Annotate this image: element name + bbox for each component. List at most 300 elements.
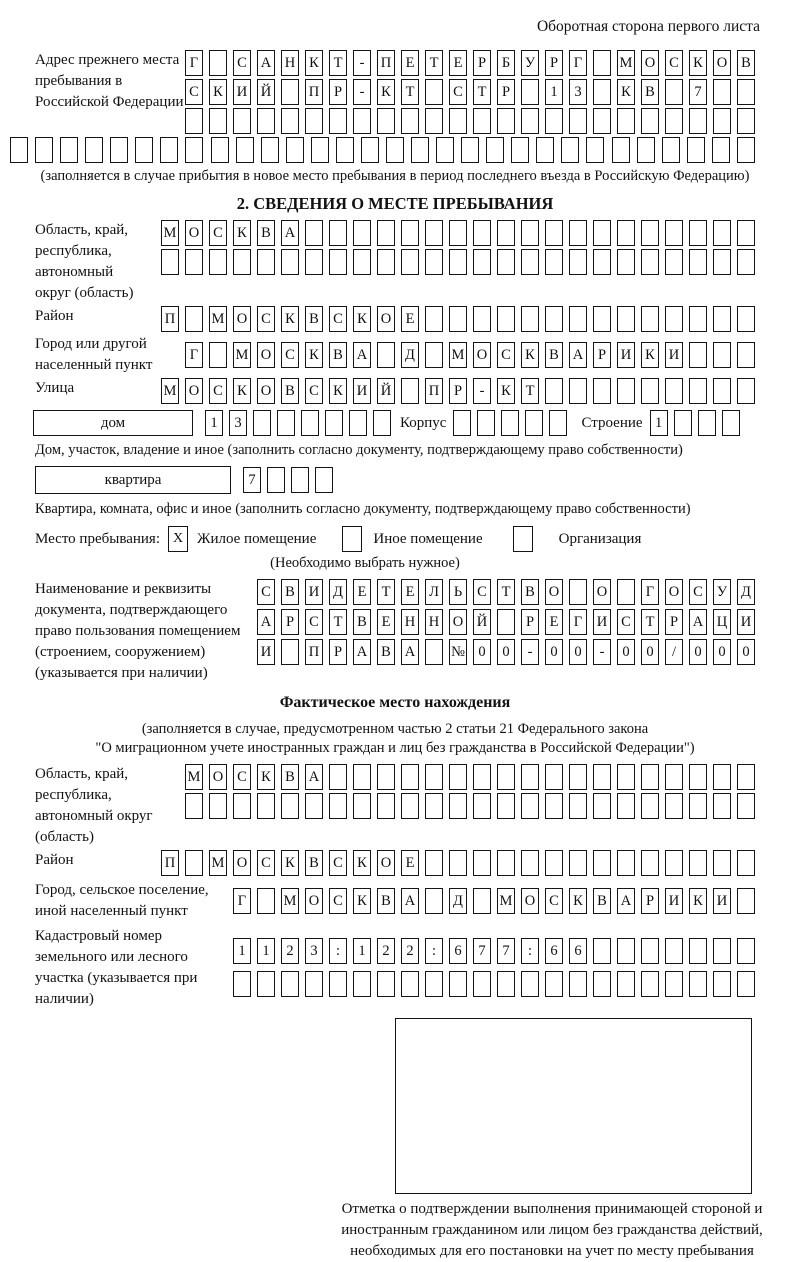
char-cell[interactable]: М — [497, 888, 515, 914]
char-cell[interactable] — [473, 793, 491, 819]
char-cell[interactable]: В — [353, 609, 371, 635]
char-cell[interactable] — [689, 938, 707, 964]
char-cell[interactable] — [713, 938, 731, 964]
char-cell[interactable] — [713, 108, 731, 134]
char-cell[interactable] — [617, 378, 635, 404]
char-cell[interactable]: Т — [329, 50, 347, 76]
char-cell[interactable]: - — [353, 50, 371, 76]
char-cell[interactable] — [185, 108, 203, 134]
char-cell[interactable] — [593, 50, 611, 76]
char-cell[interactable] — [641, 850, 659, 876]
char-cell[interactable] — [593, 850, 611, 876]
char-cell[interactable]: К — [305, 50, 323, 76]
char-cell[interactable] — [545, 306, 563, 332]
char-cell[interactable] — [473, 971, 491, 997]
char-cell[interactable] — [281, 108, 299, 134]
char-cell[interactable]: 7 — [243, 467, 261, 493]
char-cell[interactable]: О — [257, 378, 275, 404]
char-cell[interactable] — [477, 410, 495, 436]
char-cell[interactable]: И — [257, 639, 275, 665]
char-cell[interactable] — [713, 79, 731, 105]
char-cell[interactable]: М — [185, 764, 203, 790]
char-cell[interactable] — [549, 410, 567, 436]
char-cell[interactable] — [425, 888, 443, 914]
char-cell[interactable]: Й — [377, 378, 395, 404]
char-cell[interactable] — [161, 249, 179, 275]
char-cell[interactable]: 2 — [401, 938, 419, 964]
char-cell[interactable] — [737, 249, 755, 275]
char-cell[interactable] — [449, 850, 467, 876]
char-cell[interactable]: В — [305, 306, 323, 332]
char-cell[interactable] — [665, 938, 683, 964]
char-cell[interactable]: 0 — [737, 639, 755, 665]
char-cell[interactable] — [687, 137, 705, 163]
char-cell[interactable] — [689, 108, 707, 134]
char-cell[interactable]: А — [569, 342, 587, 368]
char-cell[interactable]: - — [473, 378, 491, 404]
char-cell[interactable] — [617, 249, 635, 275]
char-cell[interactable] — [425, 850, 443, 876]
char-cell[interactable] — [641, 938, 659, 964]
char-cell[interactable]: Т — [401, 79, 419, 105]
char-cell[interactable]: 6 — [569, 938, 587, 964]
char-cell[interactable] — [257, 971, 275, 997]
char-cell[interactable] — [461, 137, 479, 163]
char-cell[interactable] — [641, 108, 659, 134]
char-cell[interactable] — [713, 850, 731, 876]
char-cell[interactable] — [281, 79, 299, 105]
char-cell[interactable]: Н — [281, 50, 299, 76]
char-cell[interactable]: Г — [185, 50, 203, 76]
char-cell[interactable] — [689, 764, 707, 790]
char-cell[interactable]: В — [593, 888, 611, 914]
char-cell[interactable]: К — [209, 79, 227, 105]
char-cell[interactable]: И — [737, 609, 755, 635]
char-cell[interactable] — [329, 793, 347, 819]
char-cell[interactable]: М — [281, 888, 299, 914]
char-cell[interactable] — [689, 793, 707, 819]
char-cell[interactable] — [617, 579, 635, 605]
char-cell[interactable] — [301, 410, 319, 436]
char-cell[interactable]: 7 — [689, 79, 707, 105]
char-cell[interactable] — [593, 79, 611, 105]
char-cell[interactable] — [521, 850, 539, 876]
char-cell[interactable]: К — [281, 306, 299, 332]
char-cell[interactable]: 0 — [713, 639, 731, 665]
char-cell[interactable]: 2 — [377, 938, 395, 964]
char-cell[interactable] — [665, 850, 683, 876]
char-cell[interactable] — [737, 220, 755, 246]
char-cell[interactable]: 1 — [353, 938, 371, 964]
char-cell[interactable]: К — [353, 850, 371, 876]
char-cell[interactable] — [617, 793, 635, 819]
char-cell[interactable]: В — [641, 79, 659, 105]
char-cell[interactable]: С — [233, 50, 251, 76]
char-cell[interactable]: И — [617, 342, 635, 368]
char-cell[interactable]: Д — [329, 579, 347, 605]
char-cell[interactable] — [545, 850, 563, 876]
char-cell[interactable] — [593, 220, 611, 246]
char-cell[interactable]: В — [377, 639, 395, 665]
char-cell[interactable] — [449, 971, 467, 997]
char-cell[interactable] — [737, 971, 755, 997]
char-cell[interactable]: С — [257, 850, 275, 876]
char-cell[interactable]: Е — [377, 609, 395, 635]
char-cell[interactable] — [425, 306, 443, 332]
char-cell[interactable]: В — [521, 579, 539, 605]
char-cell[interactable]: С — [185, 79, 203, 105]
char-cell[interactable]: В — [257, 220, 275, 246]
char-cell[interactable]: П — [161, 850, 179, 876]
char-cell[interactable]: Г — [185, 342, 203, 368]
char-cell[interactable] — [593, 249, 611, 275]
char-cell[interactable] — [662, 137, 680, 163]
char-cell[interactable]: : — [329, 938, 347, 964]
char-cell[interactable]: О — [185, 220, 203, 246]
char-cell[interactable] — [277, 410, 295, 436]
char-cell[interactable]: О — [713, 50, 731, 76]
char-cell[interactable]: Д — [401, 342, 419, 368]
char-cell[interactable] — [401, 108, 419, 134]
char-cell[interactable]: А — [257, 50, 275, 76]
char-cell[interactable] — [209, 249, 227, 275]
char-cell[interactable] — [689, 249, 707, 275]
char-cell[interactable] — [641, 971, 659, 997]
char-cell[interactable] — [737, 850, 755, 876]
char-cell[interactable] — [377, 108, 395, 134]
char-cell[interactable]: 1 — [545, 79, 563, 105]
char-cell[interactable]: В — [281, 579, 299, 605]
char-cell[interactable]: В — [305, 850, 323, 876]
char-cell[interactable]: 0 — [473, 639, 491, 665]
char-cell[interactable]: 1 — [257, 938, 275, 964]
char-cell[interactable]: Т — [497, 579, 515, 605]
char-cell[interactable]: 0 — [569, 639, 587, 665]
char-cell[interactable]: А — [353, 342, 371, 368]
char-cell[interactable] — [425, 639, 443, 665]
char-cell[interactable] — [377, 971, 395, 997]
char-cell[interactable]: К — [353, 306, 371, 332]
char-cell[interactable] — [449, 793, 467, 819]
char-cell[interactable]: С — [545, 888, 563, 914]
char-cell[interactable]: Р — [473, 50, 491, 76]
char-cell[interactable]: Л — [425, 579, 443, 605]
char-cell[interactable]: Р — [545, 50, 563, 76]
char-cell[interactable]: С — [329, 888, 347, 914]
char-cell[interactable] — [737, 79, 755, 105]
char-cell[interactable]: К — [617, 79, 635, 105]
char-cell[interactable]: В — [329, 342, 347, 368]
char-cell[interactable] — [233, 793, 251, 819]
char-cell[interactable]: К — [569, 888, 587, 914]
char-cell[interactable] — [617, 764, 635, 790]
char-cell[interactable]: 6 — [545, 938, 563, 964]
char-cell[interactable]: А — [401, 888, 419, 914]
char-cell[interactable] — [497, 108, 515, 134]
char-cell[interactable] — [353, 764, 371, 790]
char-cell[interactable] — [665, 793, 683, 819]
char-cell[interactable]: Г — [569, 50, 587, 76]
char-cell[interactable] — [411, 137, 429, 163]
char-cell[interactable]: С — [281, 342, 299, 368]
char-cell[interactable] — [135, 137, 153, 163]
char-cell[interactable] — [185, 306, 203, 332]
char-cell[interactable]: 0 — [497, 639, 515, 665]
char-cell[interactable]: - — [353, 79, 371, 105]
char-cell[interactable] — [612, 137, 630, 163]
char-cell[interactable]: 1 — [233, 938, 251, 964]
char-cell[interactable] — [521, 108, 539, 134]
apartment-type-box[interactable]: квартира — [35, 466, 231, 494]
char-cell[interactable]: М — [209, 850, 227, 876]
char-cell[interactable]: Е — [353, 579, 371, 605]
char-cell[interactable] — [641, 764, 659, 790]
char-cell[interactable] — [10, 137, 28, 163]
char-cell[interactable]: П — [305, 79, 323, 105]
char-cell[interactable]: С — [329, 306, 347, 332]
char-cell[interactable] — [593, 764, 611, 790]
char-cell[interactable] — [637, 137, 655, 163]
char-cell[interactable]: С — [617, 609, 635, 635]
char-cell[interactable]: С — [257, 306, 275, 332]
char-cell[interactable]: В — [377, 888, 395, 914]
char-cell[interactable] — [665, 79, 683, 105]
char-cell[interactable] — [698, 410, 716, 436]
char-cell[interactable] — [473, 764, 491, 790]
char-cell[interactable] — [353, 108, 371, 134]
char-cell[interactable] — [545, 108, 563, 134]
char-cell[interactable]: 1 — [205, 410, 223, 436]
char-cell[interactable]: М — [161, 378, 179, 404]
char-cell[interactable] — [336, 137, 354, 163]
char-cell[interactable] — [569, 306, 587, 332]
char-cell[interactable]: И — [665, 342, 683, 368]
char-cell[interactable]: 7 — [473, 938, 491, 964]
char-cell[interactable]: А — [353, 639, 371, 665]
char-cell[interactable] — [329, 971, 347, 997]
char-cell[interactable] — [425, 249, 443, 275]
char-cell[interactable] — [185, 793, 203, 819]
char-cell[interactable] — [353, 793, 371, 819]
char-cell[interactable]: К — [305, 342, 323, 368]
char-cell[interactable] — [569, 378, 587, 404]
char-cell[interactable] — [521, 220, 539, 246]
char-cell[interactable] — [617, 306, 635, 332]
house-type-box[interactable]: дом — [33, 410, 193, 436]
char-cell[interactable]: А — [401, 639, 419, 665]
char-cell[interactable]: С — [473, 579, 491, 605]
char-cell[interactable] — [211, 137, 229, 163]
char-cell[interactable] — [665, 971, 683, 997]
char-cell[interactable] — [425, 971, 443, 997]
char-cell[interactable]: К — [281, 850, 299, 876]
char-cell[interactable] — [689, 971, 707, 997]
char-cell[interactable] — [593, 378, 611, 404]
char-cell[interactable]: : — [425, 938, 443, 964]
char-cell[interactable] — [712, 137, 730, 163]
char-cell[interactable] — [713, 971, 731, 997]
char-cell[interactable] — [377, 249, 395, 275]
char-cell[interactable] — [586, 137, 604, 163]
char-cell[interactable]: А — [689, 609, 707, 635]
char-cell[interactable]: О — [521, 888, 539, 914]
char-cell[interactable] — [449, 249, 467, 275]
char-cell[interactable] — [305, 249, 323, 275]
char-cell[interactable]: Т — [425, 50, 443, 76]
char-cell[interactable] — [497, 971, 515, 997]
char-cell[interactable] — [497, 609, 515, 635]
char-cell[interactable] — [737, 342, 755, 368]
char-cell[interactable]: П — [161, 306, 179, 332]
char-cell[interactable]: С — [449, 79, 467, 105]
char-cell[interactable] — [329, 249, 347, 275]
char-cell[interactable] — [257, 888, 275, 914]
char-cell[interactable] — [425, 764, 443, 790]
char-cell[interactable] — [401, 220, 419, 246]
char-cell[interactable]: О — [449, 609, 467, 635]
char-cell[interactable] — [737, 137, 755, 163]
char-cell[interactable] — [305, 108, 323, 134]
char-cell[interactable]: 0 — [641, 639, 659, 665]
char-cell[interactable] — [453, 410, 471, 436]
char-cell[interactable] — [425, 793, 443, 819]
char-cell[interactable]: О — [377, 850, 395, 876]
char-cell[interactable] — [665, 220, 683, 246]
char-cell[interactable] — [545, 764, 563, 790]
char-cell[interactable]: Й — [257, 79, 275, 105]
char-cell[interactable]: О — [377, 306, 395, 332]
char-cell[interactable] — [545, 249, 563, 275]
char-cell[interactable]: И — [353, 378, 371, 404]
char-cell[interactable] — [737, 306, 755, 332]
char-cell[interactable]: К — [353, 888, 371, 914]
char-cell[interactable] — [593, 938, 611, 964]
char-cell[interactable] — [377, 764, 395, 790]
char-cell[interactable] — [569, 249, 587, 275]
char-cell[interactable]: О — [209, 764, 227, 790]
char-cell[interactable] — [377, 793, 395, 819]
char-cell[interactable] — [209, 793, 227, 819]
char-cell[interactable] — [361, 137, 379, 163]
char-cell[interactable] — [281, 249, 299, 275]
char-cell[interactable] — [473, 108, 491, 134]
char-cell[interactable] — [291, 467, 309, 493]
char-cell[interactable]: В — [545, 342, 563, 368]
char-cell[interactable]: С — [233, 764, 251, 790]
char-cell[interactable] — [569, 220, 587, 246]
char-cell[interactable] — [521, 793, 539, 819]
char-cell[interactable] — [525, 410, 543, 436]
char-cell[interactable] — [257, 793, 275, 819]
char-cell[interactable] — [349, 410, 367, 436]
char-cell[interactable] — [401, 764, 419, 790]
char-cell[interactable] — [617, 938, 635, 964]
char-cell[interactable]: П — [305, 639, 323, 665]
char-cell[interactable]: Р — [593, 342, 611, 368]
char-cell[interactable] — [233, 971, 251, 997]
char-cell[interactable] — [545, 971, 563, 997]
char-cell[interactable] — [689, 378, 707, 404]
char-cell[interactable] — [329, 220, 347, 246]
char-cell[interactable] — [377, 342, 395, 368]
char-cell[interactable]: О — [545, 579, 563, 605]
char-cell[interactable] — [233, 249, 251, 275]
char-cell[interactable] — [209, 50, 227, 76]
char-cell[interactable] — [641, 306, 659, 332]
char-cell[interactable] — [110, 137, 128, 163]
char-cell[interactable] — [497, 850, 515, 876]
char-cell[interactable] — [569, 108, 587, 134]
char-cell[interactable]: Р — [641, 888, 659, 914]
char-cell[interactable] — [665, 378, 683, 404]
char-cell[interactable] — [311, 137, 329, 163]
char-cell[interactable] — [449, 306, 467, 332]
char-cell[interactable] — [497, 306, 515, 332]
char-cell[interactable]: Р — [449, 378, 467, 404]
char-cell[interactable] — [737, 888, 755, 914]
char-cell[interactable]: Т — [473, 79, 491, 105]
char-cell[interactable]: 7 — [497, 938, 515, 964]
char-cell[interactable]: Е — [401, 50, 419, 76]
char-cell[interactable] — [353, 971, 371, 997]
char-cell[interactable] — [315, 467, 333, 493]
char-cell[interactable] — [689, 220, 707, 246]
char-cell[interactable] — [689, 342, 707, 368]
char-cell[interactable] — [737, 378, 755, 404]
char-cell[interactable] — [569, 764, 587, 790]
char-cell[interactable] — [425, 342, 443, 368]
char-cell[interactable] — [60, 137, 78, 163]
char-cell[interactable]: Д — [449, 888, 467, 914]
char-cell[interactable]: Б — [497, 50, 515, 76]
char-cell[interactable] — [713, 249, 731, 275]
char-cell[interactable] — [185, 137, 203, 163]
char-cell[interactable] — [473, 249, 491, 275]
char-cell[interactable] — [665, 249, 683, 275]
char-cell[interactable]: П — [377, 50, 395, 76]
char-cell[interactable] — [325, 410, 343, 436]
char-cell[interactable]: И — [713, 888, 731, 914]
char-cell[interactable]: К — [521, 342, 539, 368]
char-cell[interactable]: Ц — [713, 609, 731, 635]
char-cell[interactable]: Е — [401, 306, 419, 332]
char-cell[interactable]: С — [665, 50, 683, 76]
char-cell[interactable] — [561, 137, 579, 163]
char-cell[interactable]: И — [305, 579, 323, 605]
char-cell[interactable]: О — [257, 342, 275, 368]
char-cell[interactable] — [257, 249, 275, 275]
char-cell[interactable] — [593, 306, 611, 332]
char-cell[interactable]: Д — [737, 579, 755, 605]
char-cell[interactable] — [486, 137, 504, 163]
char-cell[interactable] — [281, 793, 299, 819]
char-cell[interactable]: Р — [665, 609, 683, 635]
char-cell[interactable] — [617, 850, 635, 876]
char-cell[interactable] — [305, 971, 323, 997]
char-cell[interactable] — [401, 971, 419, 997]
char-cell[interactable] — [236, 137, 254, 163]
char-cell[interactable] — [641, 378, 659, 404]
char-cell[interactable]: Р — [497, 79, 515, 105]
char-cell[interactable] — [713, 342, 731, 368]
char-cell[interactable]: К — [257, 764, 275, 790]
char-cell[interactable]: С — [305, 609, 323, 635]
char-cell[interactable]: И — [233, 79, 251, 105]
char-cell[interactable]: 0 — [617, 639, 635, 665]
char-cell[interactable] — [253, 410, 271, 436]
char-cell[interactable] — [473, 306, 491, 332]
char-cell[interactable] — [737, 793, 755, 819]
